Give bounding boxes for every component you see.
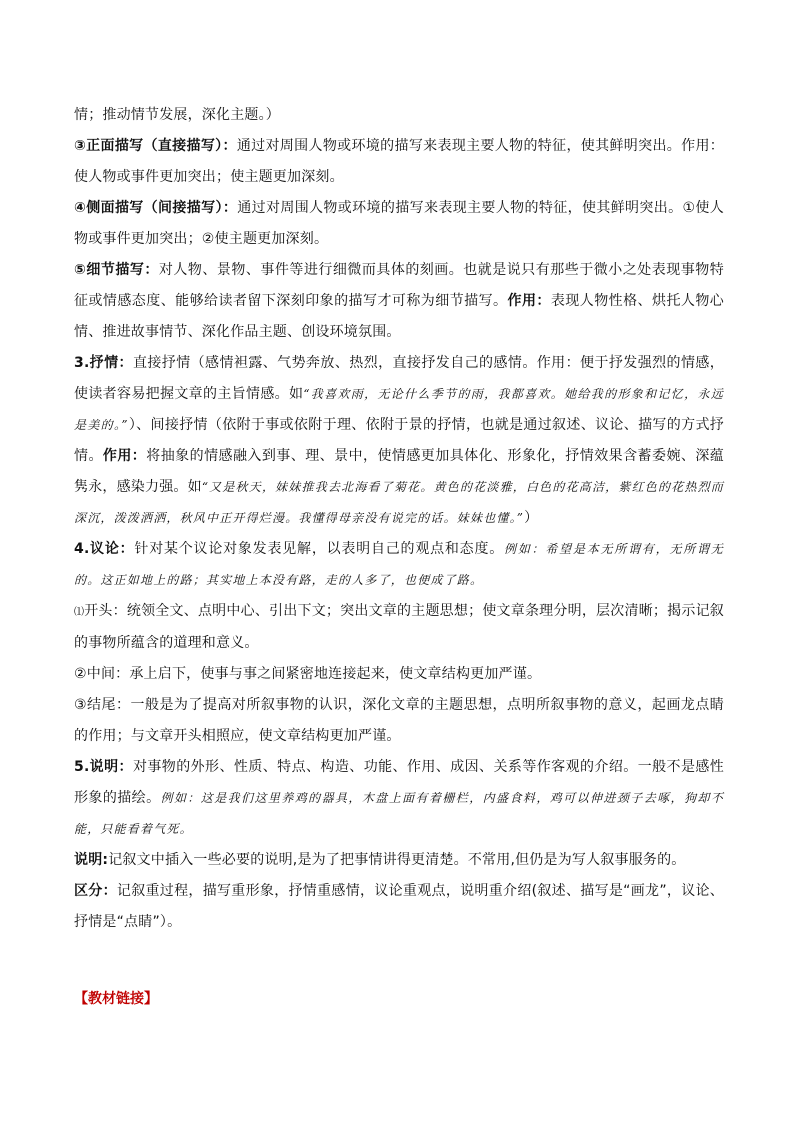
text: ）: [524, 510, 539, 526]
text: 记叙重过程，描写重形象，抒情重感情，议论重观点，说明重介绍(叙述、描写是“画龙”，议论、抒情是“点睛”）。: [74, 883, 724, 930]
text: ②中间：承上启下，使事与事之间紧密地连接起来，使文章结构更加严谨。: [74, 666, 542, 682]
paragraph-exposition-note: [74, 845, 724, 876]
example-quote: 例如：这是我们这里养鸡的器具，木盘上面有着栅栏，内盛食料，鸡可以伸进颈子去啄，狗却不能，只能看着气死。: [74, 791, 724, 836]
list-marker: ⑴: [74, 607, 85, 618]
term-label: 说明:: [74, 852, 109, 868]
term-label: 3.抒情：: [74, 355, 133, 371]
paragraph-indirect-description: [74, 193, 724, 255]
text: 记叙文中插入一些必要的说明,是为了把事情讲得更清楚。不常用,但仍是为写人叙事服务的。: [108, 852, 686, 868]
paragraph-distinction: [74, 876, 724, 938]
term-label: 5.说明：: [74, 759, 133, 775]
text: ）、间接抒情（依附于事或依附于理、依附于景的抒情，也就是通过叙述、议论、描写的方式抒情。: [74, 417, 724, 464]
text: 通过对周围人物或环境的描写来表现主要人物的特征，使其鲜明突出。①使人物或事件更加突出；②使主题更加深刻。: [74, 200, 724, 247]
paragraph-continuation: [74, 100, 724, 131]
paragraph-argument: [74, 534, 724, 596]
term-label: 区分：: [74, 883, 117, 899]
text: 对事物的外形、性质、特点、构造、功能、作用、成因、关系等作客观的介绍。一般不是感性形象的描绘。: [74, 759, 724, 806]
text: 开头：统领全文、点明中心、引出下文；突出文章的主题思想；使文章条理分明，层次清晰；揭示记叙的事物所蕴含的道理和意义。: [74, 603, 724, 651]
example-quote: “又是秋天，妹妹推我去北海看了菊花。黄色的花淡雅，白色的花高洁，紫红色的花热烈而深沉，泼泼洒洒，秋风中正开得烂漫。我懂得母亲没有说完的话。妹妹也懂。”: [74, 480, 724, 525]
text: 情；推动情节发展，深化主题。）: [74, 107, 280, 123]
paragraph-ending: [74, 690, 724, 752]
paragraph-opening: [74, 596, 724, 659]
text: 通过对周围人物或环境的描写来表现主要人物的特征，使其鲜明突出。作用：使人物或事件更加突出；使主题更加深刻。: [74, 138, 724, 185]
paragraph-direct-description: [74, 131, 724, 193]
term-label: ③正面描写（直接描写）：: [74, 138, 237, 154]
paragraph-lyric: [74, 348, 724, 534]
paragraph-middle: [74, 659, 724, 690]
example-quote: 例如：希望是本无所谓有，无所谓无的。这正如地上的路；其实地上本没有路，走的人多了，也便成了路。: [74, 542, 725, 587]
paragraph-detail-description: [74, 255, 724, 348]
text: 表现人物性格、烘托人物心情、推进故事情节、深化作品主题、创设环境氛围。: [74, 293, 725, 340]
text: 直接抒情（感情袒露、气势奔放、热烈，直接抒发自己的感情。作用：便于抒发强烈的情感，使读者容易把握文章的主旨情感。如: [74, 355, 724, 402]
text: ③结尾：一般是为了提高对所叙事物的认识，深化文章的主题思想，点明所叙事物的意义，起画龙点睛的作用；与文章开头相照应，使文章结构更加严谨。: [74, 697, 724, 744]
term-label: 作用：: [102, 448, 147, 464]
text: 对人物、景物、事件等进行细微而具体的刻画。也就是说只有那些于微小之处表现事物特征或情感态度、能够给读者留下深刻印象的描写才可称为细节描写。: [74, 262, 724, 309]
term-label: ⑤细节描写：: [74, 262, 159, 278]
paragraph-exposition: [74, 752, 724, 845]
term-label: 4.议论：: [74, 541, 135, 557]
term-label: ④侧面描写（间接描写）：: [74, 200, 238, 216]
section-heading-textbook-link: 【教材链接】: [74, 991, 158, 1007]
text: 将抽象的情感融入到事、理、景中，使情感更加具体化、形象化，抒情效果含蓄委婉、深蕴隽永，感染力强。如: [74, 448, 724, 495]
example-quote: “我喜欢雨，无论什么季节的雨，我都喜欢。她给我的形象和记忆，永远是美的。”: [74, 387, 724, 432]
document-body: [74, 100, 724, 938]
term-label: 作用：: [507, 293, 551, 309]
text: 针对某个议论对象发表见解，以表明自己的观点和态度。: [134, 541, 505, 557]
